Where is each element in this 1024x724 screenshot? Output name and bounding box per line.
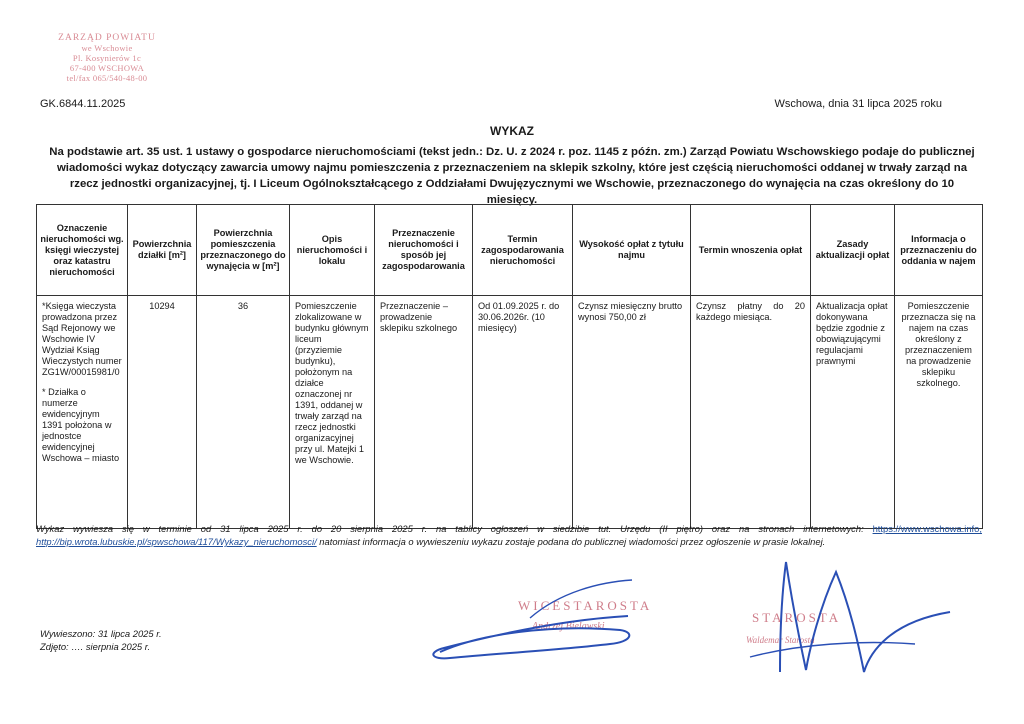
starosta-signature bbox=[740, 552, 970, 682]
fee-cell: Czynsz miesięczny brutto wynosi 750,00 zł bbox=[573, 296, 691, 529]
stamp-title: WICESTAROSTA bbox=[518, 598, 653, 613]
website-link[interactable]: https://www.wschowa.info, bbox=[872, 523, 982, 534]
designation-cell bbox=[37, 296, 128, 529]
term-cell: Od 01.09.2025 r. do 30.06.2026r. (10 miesięcy) bbox=[473, 296, 573, 529]
table-row bbox=[37, 296, 983, 529]
table-header-cell: Wysokość opłat z tytułu najmu bbox=[573, 205, 691, 296]
table-header-cell: Powierzchnia działki [m²] bbox=[128, 205, 197, 296]
land-register-note: *Księga wieczysta prowadzona przez Sąd Rejonowy we Wschowie IV Wydział Ksiąg Wieczystych numer ZG1W/00015981/0 bbox=[42, 301, 122, 377]
table-header-cell: Informacja o przeznaczeniu do oddania w najem bbox=[895, 205, 983, 296]
place-and-date: Wschowa, dnia 31 lipca 2025 roku bbox=[774, 98, 942, 110]
table-header-cell: Oznaczenie nieruchomości wg. księgi wieczystej oraz katastru nieruchomości bbox=[37, 205, 128, 296]
room-area-cell: 36 bbox=[197, 296, 290, 529]
posted-date: Wywieszono: 31 lipca 2025 r. bbox=[40, 628, 162, 639]
stamp-line: we Wschowie bbox=[81, 43, 133, 53]
table-header-cell: Termin wnoszenia opłat bbox=[691, 205, 811, 296]
footer-text-2: natomiast informacja o wywieszeniu wykazu zostaje podana do publicznej wiadomości przez ogłoszenie w prasie lokalnej. bbox=[319, 536, 826, 547]
table-header-cell: Zasady aktualizacji opłat bbox=[811, 205, 895, 296]
purpose-cell: Przeznaczenie – prowadzenie sklepiku szkolnego bbox=[375, 296, 473, 529]
property-table bbox=[36, 204, 983, 529]
stamp-title: STAROSTA bbox=[752, 610, 842, 625]
table-header-row bbox=[37, 205, 983, 296]
stamp-name: Waldemar Starosta bbox=[746, 635, 815, 645]
stamp-line: 67-400 WSCHOWA bbox=[69, 63, 145, 73]
stamp-line: Pl. Kosynierów 1c bbox=[72, 53, 142, 63]
description-cell: Pomieszczenie zlokalizowane w budynku głównym liceum (przyziemie budynku), położonym na działce oznaczonej nr 1391, oddanej w trwały zarząd na rzecz jednostki organizacyjnej przy ul. Matejki 1 we Wschowie. bbox=[290, 296, 375, 529]
removed-date: Zdjęto: …. sierpnia 2025 r. bbox=[40, 641, 151, 652]
update-rules-cell: Aktualizacja opłat dokonywana będzie zgodnie z obowiązującymi regulacjami prawnymi bbox=[811, 296, 895, 529]
stamp-name: Andrzej Bielawski bbox=[532, 621, 605, 632]
table-header-cell: Opis nieruchomości i lokalu bbox=[290, 205, 375, 296]
stamp-line: tel/fax 065/540-48-00 bbox=[66, 73, 148, 83]
payment-due-cell: Czynsz płatny do 20 każdego miesiąca. bbox=[691, 296, 811, 529]
lease-info-cell: Pomieszczenie przeznacza się na najem na czas określony z przeznaczeniem na prowadzenie sklepiku szkolnego. bbox=[895, 296, 983, 529]
vice-starosta-signature bbox=[410, 572, 640, 672]
table-header-cell: Przeznaczenie nieruchomości i sposób jej zagospodarowania bbox=[375, 205, 473, 296]
plot-note: * Działka o numerze ewidencyjnym 1391 położona w jednostce ewidencyjnej Wschowa – miasto bbox=[42, 387, 120, 463]
document-sign-number: GK.6844.11.2025 bbox=[40, 98, 126, 110]
office-stamp bbox=[52, 33, 162, 83]
plot-area-cell: 10294 bbox=[128, 296, 197, 529]
document-title: WYKAZ bbox=[490, 124, 534, 138]
intro-paragraph: Na podstawie art. 35 ust. 1 ustawy o gospodarce nieruchomościami (tekst jedn.: Dz. U. z 2024 r. poz. 1145 z późn. zm.) Zarząd Powiatu Wschowskiego podaje do publicznej wiadomości wykaz dotyczący zawarcia umowy najmu pomieszczenia z przeznaczeniem na sklepik szkolny, które jest częścią nieruchomości oddanej w trwały zarząd na rzecz jednostki organizacyjnej, tj. I Liceum Ogólnokształcącego z Oddziałami Dwujęzycznymi we Wschowie, przeznaczonego do wynajęcia na czas określony do 10 miesięcy. bbox=[49, 146, 975, 206]
footer-note bbox=[36, 522, 982, 548]
stamp-line: ZARZĄD POWIATU bbox=[58, 33, 156, 43]
posting-info bbox=[40, 627, 162, 653]
table-header-cell: Termin zagospodarowania nieruchomości bbox=[473, 205, 573, 296]
bip-link[interactable]: http://bip.wrota.lubuskie.pl/spwschowa/117/Wykazy_nieruchomosci/ bbox=[36, 536, 317, 547]
footer-text: Wykaz wywiesza się w terminie od 31 lipca 2025 r. do 20 sierpnia 2025 r. na tablicy ogłoszeń w siedzibie tut. Urzędu (II piętro) oraz na stronach internetowych: bbox=[36, 523, 864, 534]
table-header-cell: Powierzchnia pomieszczenia przeznaczonego do wynajęcia w [m²] bbox=[197, 205, 290, 296]
